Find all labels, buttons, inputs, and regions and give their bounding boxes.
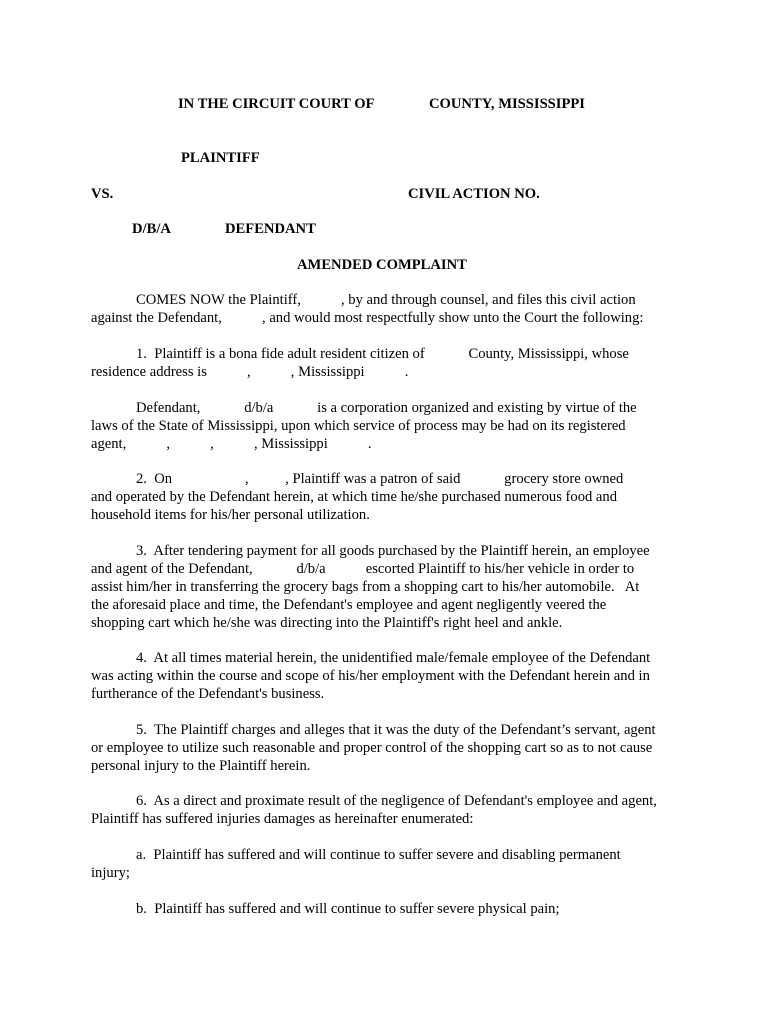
- para6-line-2: Plaintiff has suffered injuries damages as hereinafter enumerated:: [91, 811, 474, 827]
- para5-line-1: 5. The Plaintiff charges and alleges that it was the duty of the Defendant’s servant, agent: [136, 722, 656, 738]
- vs-label: VS.: [91, 186, 114, 202]
- civil-action-label: CIVIL ACTION NO.: [408, 186, 540, 202]
- defendant-para-line-3: agent, , , , Mississippi .: [91, 436, 372, 452]
- para-b-line-1: b. Plaintiff has suffered and will continue to suffer severe physical pain;: [136, 901, 560, 917]
- para5-line-3: personal injury to the Plaintiff herein.: [91, 758, 311, 774]
- para6-line-1: 6. As a direct and proximate result of the negligence of Defendant's employee and agent,: [136, 793, 657, 809]
- para-a-line-1: a. Plaintiff has suffered and will continue to suffer severe and disabling permanent: [136, 847, 621, 863]
- dba-label: D/B/A: [132, 221, 171, 237]
- para3-line-1: 3. After tendering payment for all goods purchased by the Plaintiff herein, an employee: [136, 543, 650, 559]
- para3-line-3: assist him/her in transferring the grocery bags from a shopping cart to his/her automobile. At: [91, 579, 640, 595]
- plaintiff-label: PLAINTIFF: [181, 150, 260, 166]
- para4-line-3: furtherance of the Defendant's business.: [91, 686, 325, 702]
- para3-line-4: the aforesaid place and time, the Defendant's employee and agent negligently veered the: [91, 597, 607, 613]
- para3-line-2: and agent of the Defendant, d/b/a escorted Plaintiff to his/her vehicle in order to: [91, 561, 635, 577]
- defendant-para-line-2: laws of the State of Mississippi, upon which service of process may be had on its registered: [91, 418, 626, 434]
- court-heading-part2: COUNTY, MISSISSIPPI: [429, 96, 585, 112]
- para2-line-2: and operated by the Defendant herein, at which time he/she purchased numerous food and: [91, 489, 618, 505]
- para2-line-3: household items for his/her personal utilization.: [91, 507, 370, 523]
- para2-line-1: 2. On , , Plaintiff was a patron of said grocery store owned: [136, 471, 624, 487]
- intro-line-1: COMES NOW the Plaintiff, , by and through counsel, and files this civil action: [136, 292, 636, 308]
- defendant-label: DEFENDANT: [225, 221, 316, 237]
- intro-line-2: against the Defendant, , and would most respectfully show unto the Court the following:: [91, 310, 644, 326]
- para4-line-1: 4. At all times material herein, the unidentified male/female employee of the Defendant: [136, 650, 651, 666]
- para3-line-5: shopping cart which he/she was directing into the Plaintiff's right heel and ankle.: [91, 615, 563, 631]
- para1-line-2: residence address is , , Mississippi .: [91, 364, 409, 380]
- para-a-line-2: injury;: [91, 865, 130, 881]
- document-title: AMENDED COMPLAINT: [297, 257, 467, 273]
- para4-line-2: was acting within the course and scope of his/her employment with the Defendant herein and in: [91, 668, 650, 684]
- para5-line-2: or employee to utilize such reasonable and proper control of the shopping cart so as to not cause: [91, 740, 653, 756]
- defendant-para-line-1: Defendant, d/b/a is a corporation organized and existing by virtue of the: [136, 400, 637, 416]
- para1-line-1: 1. Plaintiff is a bona fide adult resident citizen of County, Mississippi, whose: [136, 346, 629, 362]
- court-heading-part1: IN THE CIRCUIT COURT OF: [178, 96, 375, 112]
